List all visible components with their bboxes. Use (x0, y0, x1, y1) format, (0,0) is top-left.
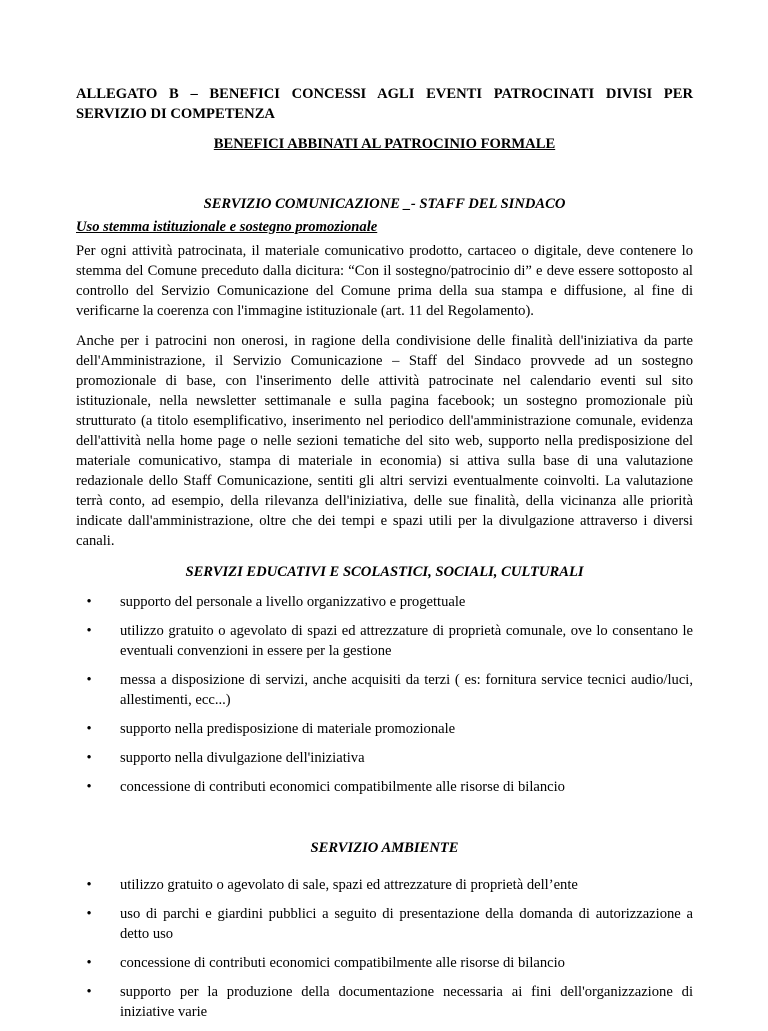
list-item (76, 748, 693, 768)
section-heading-servizi-educativi: SERVIZI EDUCATIVI E SCOLASTICI, SOCIALI, CULTURALI (185, 564, 584, 580)
paragraph-sostegno: Anche per i patrocini non onerosi, in ragione della condivisione delle finalità dell'iniziativa da parte dell'Amministrazione, il Servizio Comunicazione – Staff del Sindaco provvede ad un sostegno promozionale di base, con l'inserimento delle attività patrocinate nel calendario eventi sul sito istituzionale, nella newsletter settimanale e sulla pagina facebook; un sostegno promozionale più strutturato (a titolo esemplificativo, inserimento nel periodico dell'amministrazione comunale, evidenza dell'attività nella home page o nelle sezioni tematiche del sito web, supporto nella predisposizione del materiale comunicativo, stampa di materiale in economia) si attiva sulla base di una valutazione redazionale dello Staff Comunicazione, sentiti gli altri servizi eventualmente coinvolti. La valutazione terrà conto, ad esempio, della rilevanza dell'iniziativa, delle sue finalità, della vicinanza alle priorità indicate dall'amministrazione, oltre che dei tempi e spazi utili per la divulgazione attraverso i diversi canali. (76, 333, 693, 549)
bullet-icon: • (86, 721, 92, 737)
sub-heading-stemma: Uso stemma istituzionale e sostegno promozionale (76, 219, 378, 235)
list-item (76, 719, 693, 739)
document-title: ALLEGATO B – BENEFICI CONCESSI AGLI EVENTI PATROCINATI DIVISI PER SERVIZIO DI COMPETENZA (76, 86, 693, 122)
list-item-text: uso di parchi e giardini pubblici a seguito di presentazione della domanda di autorizzazione a detto uso (120, 906, 693, 942)
list-item-text: supporto per la produzione della documentazione necessaria ai fini dell'organizzazione di iniziative varie (120, 984, 693, 1020)
document-page (76, 84, 693, 1031)
bullet-icon: • (86, 955, 92, 971)
list-item-text: supporto del personale a livello organizzativo e progettuale (120, 594, 466, 610)
bullet-icon: • (86, 877, 92, 893)
bullet-icon: • (86, 750, 92, 766)
list-item (76, 904, 693, 944)
list-item (76, 621, 693, 661)
bullet-icon: • (86, 906, 92, 922)
list-item-text: concessione di contributi economici compatibilmente alle risorse di bilancio (120, 779, 565, 795)
list-item-text: supporto nella predisposizione di materiale promozionale (120, 721, 456, 737)
list-item-text: utilizzo gratuito o agevolato di sale, spazi ed attrezzature di proprietà dell’ente (120, 877, 578, 893)
bullet-icon: • (86, 623, 92, 639)
benefits-list-educativi (76, 592, 693, 797)
list-item-text: messa a disposizione di servizi, anche acquisiti da terzi ( es: fornitura service tecnici audio/luci, allestimenti, ecc...) (120, 672, 693, 708)
paragraph-stemma: Per ogni attività patrocinata, il materiale comunicativo prodotto, cartaceo o digitale, deve contenere lo stemma del Comune preceduto dalla dicitura: “Con il sostegno/patrocinio di” e deve essere sottoposto al controllo del Servizio Comunicazione del Comune prima della sua stampa e diffusione, al fine di verificarne la coerenza con l'immagine istituzionale (art. 11 del Regolamento). (76, 243, 693, 319)
bullet-icon: • (86, 672, 92, 688)
list-item (76, 875, 693, 895)
list-item-text: utilizzo gratuito o agevolato di spazi ed attrezzature di proprietà comunale, ove lo consentano le eventuali convenzioni in essere per la gestione (120, 623, 693, 659)
document-subtitle: BENEFICI ABBINATI AL PATROCINIO FORMALE (213, 136, 556, 152)
list-item (76, 592, 693, 612)
list-item (76, 777, 693, 797)
bullet-icon: • (86, 594, 92, 610)
list-item-text: concessione di contributi economici compatibilmente alle risorse di bilancio (120, 955, 565, 971)
benefits-list-ambiente (76, 875, 693, 1022)
list-item-text: supporto nella divulgazione dell'iniziativa (120, 750, 365, 766)
bullet-icon: • (86, 779, 92, 795)
list-item (76, 953, 693, 973)
bullet-icon: • (86, 984, 92, 1000)
list-item (76, 982, 693, 1022)
list-item (76, 670, 693, 710)
section-heading-comunicazione: SERVIZIO COMUNICAZIONE _- STAFF DEL SINDACO (203, 196, 566, 212)
section-heading-ambiente: SERVIZIO AMBIENTE (310, 840, 459, 856)
